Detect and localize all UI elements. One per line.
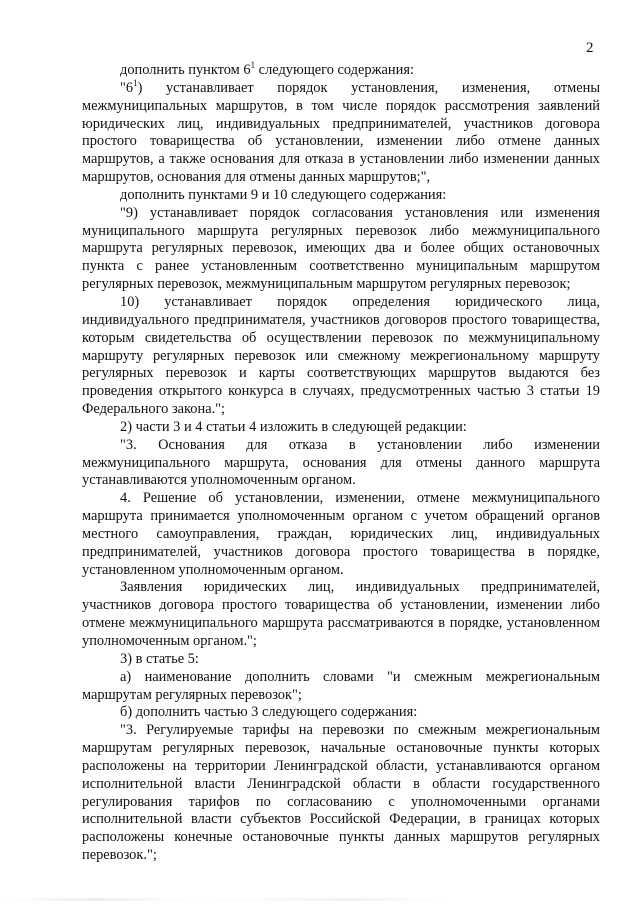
- paragraph-text: 4. Решение об установлении, изменении, отмене межмуниципального маршрута принимается уполномоченным органом с учетом обращений органов местного самоуправления, граждан, юридических лиц, индивидуальных предпринимателей, участников договора простого товарищества в порядке, установленном уполномоченным органом.: [82, 490, 600, 578]
- paragraph-2: [82, 77, 600, 187]
- paragraph-text: "6: [120, 79, 134, 96]
- paragraph-text: "3. Регулируемые тарифы на перевозки по смежным межрегиональным маршрутам регулярных перевозок, начальные остановочные пункты которых расположены на территории Ленинградской области, устанавливаются органом исполнительной власти Ленинградской области в области государственного регулирования тарифов по согласованию с уполномоченными органами исполнительной власти субъектов Российской Федерации, в границах которых расположены конечные остановочные пункты данных маршрутов регулярных перевозок.";: [82, 722, 600, 864]
- superscript: 1: [250, 60, 256, 70]
- paragraph-6: [82, 419, 600, 437]
- paragraph-9: [82, 579, 600, 650]
- paragraph-13: [82, 722, 600, 865]
- paragraph-text: 10) устанавливает порядок определения юридического лица, индивидуального предпринимателя, участников договоров простого товарищества, которым свидетельства об осуществлении перевозок по межмуниципальному маршруту регулярных перевозок или смежному межрегиональному маршруту регулярных перевозок и карты соответствующих маршрутов выдаются без проведения открытого конкурса в случаях, предусмотренных частью 3 статьи 19 Федерального закона.";: [82, 293, 600, 418]
- paragraph-text: Заявления юридических лиц, индивидуальных предпринимателей, участников договора простого товарищества об установлении, изменении либо отмене межмуниципального маршрута рассматриваются в порядке, установленном уполномоченным органом.";: [82, 579, 600, 649]
- document-body: [82, 62, 600, 865]
- paragraph-1: [82, 62, 600, 80]
- paragraph-text: 3) в статье 5:: [120, 650, 199, 667]
- page-number: 2: [586, 40, 594, 56]
- paragraph-text: б) дополнить частью 3 следующего содержания:: [120, 704, 418, 721]
- superscript: 1: [133, 77, 138, 88]
- paragraph-text: ) устанавливает порядок установления, изменения, отмены межмуниципальных маршрутов, в том числе порядок рассмотрения заявлений юридических лиц, индивидуальных предпринимателей, участников договора простого товарищества об установлении, изменении либо отмене данных маршрутов, а также основания для отказа в установлении либо изменении данных маршрутов, основания для отмены данных маршрутов;",: [82, 79, 600, 186]
- paragraph-8: [82, 490, 600, 579]
- paragraph-text: "3. Основания для отказа в установлении либо изменении межмуниципального маршрута, основания для отмены данного маршрута устанавливаются уполномоченным органом.: [82, 436, 600, 489]
- paragraph-text: следующего содержания:: [255, 62, 414, 78]
- paragraph-text: "9) устанавливает порядок согласования установления или изменения муниципального маршрута регулярных перевозок либо межмуниципального маршрута регулярных перевозок, имеющих два и более общих остановочных пункта с ранее установленным соответственно муниципальным маршрутом регулярных перевозок, межмуниципальным маршрутом регулярных перевозок;: [82, 204, 600, 293]
- paragraph-3: [82, 187, 600, 205]
- paragraph-5: [82, 294, 600, 419]
- paragraph-text: дополнить пунктом 6: [120, 62, 251, 78]
- paragraph-4: [82, 205, 600, 294]
- paragraph-11: [82, 669, 600, 705]
- paragraph-7: [82, 437, 600, 491]
- paragraph-text: 2) части 3 и 4 статьи 4 изложить в следующей редакции:: [120, 418, 467, 435]
- scan-artifact: [0, 898, 640, 901]
- paragraph-10: [82, 651, 600, 669]
- paragraph-text: а) наименование дополнить словами "и смежным межрегиональным маршрутам регулярных перевозок";: [82, 668, 600, 703]
- paragraph-12: [82, 704, 600, 722]
- paragraph-text: дополнить пунктами 9 и 10 следующего содержания:: [120, 186, 447, 203]
